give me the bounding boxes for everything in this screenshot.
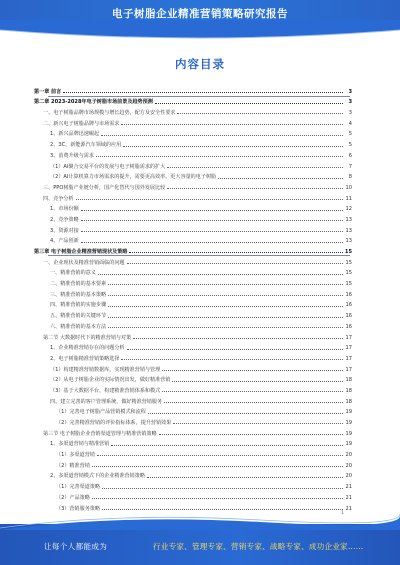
toc-entry-page: 16 <box>345 313 352 320</box>
page-number: 1 <box>341 511 344 516</box>
divider-line <box>48 96 350 97</box>
toc-entry[interactable] <box>34 287 352 298</box>
toc-entry[interactable] <box>34 298 352 309</box>
toc-entry[interactable] <box>34 202 352 213</box>
toc-entry-page: 21 <box>345 484 352 491</box>
toc-entry[interactable] <box>34 319 352 330</box>
toc-entry-label: 一、电子树脂品牌市场规模与增长趋势，配方及安全性要求 <box>43 110 176 117</box>
toc-entry-label: 第三节 电子树脂企业营销渠道管理与精准营销策略 <box>43 430 157 437</box>
toc-entry-label: 1、多渠道营销与精准营销 <box>50 441 110 448</box>
toc-entry-page: 6 <box>348 152 352 159</box>
toc-entry-label: 2、多渠道营销模式下的企业精准营销策略 <box>50 473 145 480</box>
toc-heading: 内容目录 <box>175 57 225 71</box>
toc-entry-page: 21 <box>345 494 352 501</box>
toc-entry-page: 16 <box>345 302 352 309</box>
toc-entry-label: 四、建立完善的客户管理系统，做好精准营销服务 <box>50 398 163 405</box>
toc-leader-dots <box>129 252 343 253</box>
toc-entry[interactable] <box>34 469 352 480</box>
toc-entry-label: 2、3C、新能源汽车领域的应用 <box>50 142 122 149</box>
toc-entry-page: 13 <box>345 238 352 245</box>
toc-leader-dots <box>121 124 343 125</box>
footer-slogan-roles: 行业专家、管理专家、营销专家、战略专家、成功企业家…… <box>153 542 364 551</box>
toc-entry[interactable] <box>34 458 352 469</box>
divider-line <box>48 255 350 256</box>
toc-leader-dots <box>127 349 343 350</box>
toc-leader-dots <box>102 488 343 489</box>
toc-entry[interactable] <box>34 127 352 138</box>
toc-entry-page: 7 <box>348 163 352 170</box>
toc-leader-dots <box>177 113 343 114</box>
toc-entry[interactable] <box>34 148 352 159</box>
toc-entry[interactable] <box>34 341 352 352</box>
toc-entry-label: 三、精准营销的基本策略 <box>50 291 107 298</box>
toc-leader-dots <box>81 231 343 232</box>
toc-leader-dots <box>147 477 343 478</box>
toc-entry-page: 4 <box>348 120 352 127</box>
toc-entry-label: 2、电子树脂精准营销策略选择 <box>50 355 120 362</box>
toc-entry-label: 4、产品创新 <box>50 238 79 245</box>
toc-entry[interactable] <box>34 394 352 405</box>
toc-entry-label: 第三章 电子树脂企业精准营销现状及策略 <box>34 249 128 255</box>
toc-entry[interactable] <box>34 234 352 245</box>
toc-entry-label: （1）完善渠道策略 <box>56 484 100 491</box>
toc-entry[interactable] <box>34 351 352 362</box>
toc-entry-page: 11 <box>345 195 352 202</box>
toc-entry[interactable] <box>34 191 352 202</box>
toc-leader-dots <box>162 370 343 371</box>
toc-leader-dots <box>155 103 343 104</box>
toc-leader-dots <box>133 338 343 339</box>
toc-leader-dots <box>164 402 343 403</box>
toc-entry-page: 20 <box>345 462 352 469</box>
toc-leader-dots <box>111 445 343 446</box>
toc-entry-page: 20 <box>345 452 352 459</box>
toc-entry[interactable] <box>34 415 352 426</box>
toc-leader-dots <box>172 381 343 382</box>
toc-entry-label: 一、企业现状及精准营销面临的问题 <box>43 259 125 266</box>
toc-entry[interactable] <box>34 116 352 127</box>
toc-entry-page: 19 <box>345 420 352 426</box>
toc-leader-dots <box>76 199 343 200</box>
toc-leader-dots <box>101 135 343 136</box>
toc-entry-page: 19 <box>345 409 352 416</box>
footer-slogan-lead: 让每个人都能成为 <box>44 542 108 551</box>
toc-leader-dots <box>92 466 343 467</box>
toc-entry-label: （2）从电子树脂企业的实际情况出发，做好精准营销 <box>50 377 171 384</box>
toc-entry[interactable] <box>34 490 352 501</box>
toc-entry-page: 12 <box>345 206 352 213</box>
footer-wave-decoration <box>0 510 400 530</box>
toc-entry[interactable] <box>34 212 352 223</box>
toc-entry-page: 19 <box>345 441 352 448</box>
toc-entry[interactable] <box>34 447 352 458</box>
toc-leader-dots <box>98 274 343 275</box>
toc-entry[interactable] <box>34 405 352 416</box>
toc-leader-dots <box>127 263 343 264</box>
toc-entry-label: 四、竞争分析 <box>43 195 74 202</box>
toc-entry-page: 15 <box>345 270 352 277</box>
toc-entry-label: （1）构建精准营销数据库，实现精准营销与管理 <box>50 366 161 373</box>
toc-entry-label: 二、新兴电子树脂品牌与市场需求 <box>43 120 120 127</box>
toc-entry[interactable] <box>34 255 352 266</box>
toc-entry[interactable] <box>34 308 352 319</box>
toc-entry-label: 3、资源对接 <box>50 227 79 234</box>
toc-entry[interactable] <box>34 180 352 191</box>
toc-entry-label: （2）完善精准营销的评价指标体系，提升营销效果 <box>56 420 172 426</box>
toc-entry[interactable] <box>34 159 352 170</box>
toc-entry-page: 15 <box>345 281 352 288</box>
toc-entry[interactable] <box>34 137 352 148</box>
toc-leader-dots <box>121 359 343 360</box>
toc-entry-page: 21 <box>345 505 352 512</box>
toc-entry-label: 三、PPO树脂产业链分析，国产化替代与国外发展比较 <box>43 184 166 191</box>
toc-leader-dots <box>173 423 343 424</box>
toc-entry[interactable] <box>34 362 352 373</box>
toc-leader-dots <box>96 156 343 157</box>
report-title: 电子树脂企业精准营销策略研究报告 <box>112 8 288 20</box>
toc-entry-label: 一、精准营销的意义 <box>50 270 96 277</box>
toc-entry-page: 3 <box>348 88 352 95</box>
toc-entry-page: 17 <box>345 366 352 373</box>
toc-leader-dots <box>81 210 343 211</box>
toc-entry-label: 四、精准营销的实施步骤 <box>50 302 107 309</box>
toc-entry-label: 六、精准营销的基本方法 <box>50 323 107 330</box>
toc-leader-dots <box>218 178 343 179</box>
toc-entry[interactable] <box>34 105 352 116</box>
toc-entry-page: 3 <box>348 110 352 117</box>
toc-entry-label: （2）AI计算机算力市场需求的提升，需要更高效率、更大容量的电子树脂 <box>50 174 217 181</box>
toc-leader-dots <box>108 295 343 296</box>
toc-entry-label: （3）基于大数据平台，构建精准营销体系和模式 <box>50 387 161 394</box>
toc-entry-label: 2、竞争策略 <box>50 216 79 223</box>
toc-entry-label: （3）营销服务策略 <box>56 505 100 512</box>
toc-leader-dots <box>159 434 343 435</box>
toc-entry-page: 20 <box>345 473 352 480</box>
toc-entry-page: 13 <box>345 227 352 234</box>
toc-entry-label: 五、精准营销的关键环节 <box>50 313 107 320</box>
toc-entry-label: （1）AI聚合交易平台的发展与电子树脂需求的扩大 <box>50 163 166 170</box>
toc-entry[interactable] <box>34 223 352 234</box>
toc-entry[interactable] <box>34 170 352 181</box>
toc-leader-dots <box>97 455 343 456</box>
toc-entry-page: 15 <box>345 259 352 266</box>
toc-entry-page: 16 <box>345 291 352 298</box>
toc-entry-page: 19 <box>345 430 352 437</box>
toc-entry[interactable] <box>34 266 352 277</box>
table-of-contents <box>34 84 352 512</box>
toc-entry-page: 17 <box>345 334 352 341</box>
toc-leader-dots <box>108 306 343 307</box>
toc-leader-dots <box>108 317 343 318</box>
toc-entry-page: 10 <box>345 184 352 191</box>
toc-leader-dots <box>167 188 343 189</box>
toc-entry-page: 8 <box>348 174 352 181</box>
toc-leader-dots <box>162 391 343 392</box>
toc-leader-dots <box>148 413 343 414</box>
toc-entry-label: 二、精准营销的基本要素 <box>50 281 107 288</box>
toc-entry-label: 1、企业精准营销存在的问题分析 <box>50 345 125 352</box>
toc-entry-page: 16 <box>345 323 352 330</box>
toc-entry[interactable] <box>34 426 352 437</box>
toc-entry-label: （2）精准营销 <box>56 462 90 469</box>
toc-entry[interactable] <box>34 383 352 394</box>
toc-leader-dots <box>108 284 343 285</box>
toc-leader-dots <box>63 92 343 93</box>
toc-entry-label: 第一章 前言 <box>34 88 62 95</box>
toc-entry-label: （2）产品策略 <box>56 494 90 501</box>
toc-entry-page: 5 <box>348 131 352 138</box>
toc-entry-label: 3、消费升级与需求 <box>50 152 94 159</box>
toc-leader-dots <box>123 146 343 147</box>
toc-leader-dots <box>81 242 343 243</box>
toc-entry[interactable] <box>34 437 352 448</box>
toc-entry[interactable] <box>34 479 352 490</box>
toc-entry-page: 17 <box>345 355 352 362</box>
toc-entry-page: 18 <box>345 387 352 394</box>
toc-entry[interactable] <box>34 84 352 95</box>
toc-leader-dots <box>108 327 343 328</box>
toc-leader-dots <box>92 498 343 499</box>
toc-entry-page: 18 <box>345 377 352 384</box>
toc-entry[interactable] <box>34 244 352 255</box>
toc-entry[interactable] <box>34 330 352 341</box>
toc-entry-label: 第二节 大数据时代下的精准营销与对策 <box>43 334 132 341</box>
toc-entry-page: 13 <box>345 216 352 223</box>
toc-entry-page: 5 <box>348 142 352 149</box>
toc-entry[interactable] <box>34 373 352 384</box>
toc-entry-page: 3 <box>348 99 352 106</box>
toc-entry-label: （1）完善电子树脂产品营销模式和流程 <box>56 409 146 416</box>
toc-leader-dots <box>167 167 343 168</box>
toc-leader-dots <box>81 220 343 221</box>
header-curve-decoration <box>0 20 400 42</box>
toc-entry-label: 1、市场份额 <box>50 206 79 213</box>
toc-entry-page: 17 <box>345 345 352 352</box>
toc-entry-label: 第二章 2023-2028年电子树脂市场前景及趋势预测 <box>34 99 153 106</box>
toc-entry-label: （1）多渠道营销 <box>56 452 95 459</box>
toc-entry-page: 15 <box>344 249 352 255</box>
toc-entry-label: 1、新兴品牌迅速崛起 <box>50 131 100 138</box>
toc-entry-page: 18 <box>345 398 352 405</box>
toc-entry[interactable] <box>34 276 352 287</box>
